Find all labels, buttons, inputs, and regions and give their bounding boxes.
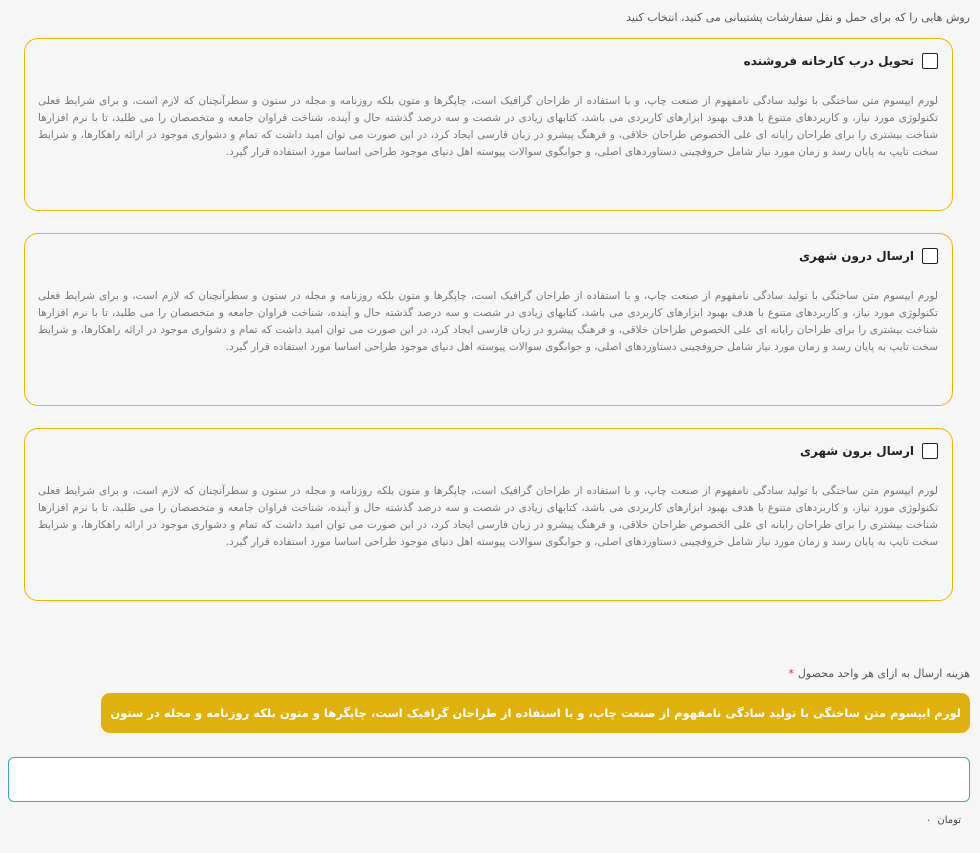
shipping-method-label: ارسال برون شهری <box>800 444 914 458</box>
shipping-cost-currency: تومان <box>937 815 962 826</box>
shipping-cost-hint: لورم ایپسوم متن ساختگی با تولید سادگی نامفهوم از صنعت چاپ، و با استفاده از طراحان گرافیک است، چاپگرها و متون بلکه روزنامه و مجله در ستون <box>101 693 970 733</box>
shipping-method-header[interactable] <box>799 248 938 264</box>
shipping-cost-readout <box>926 815 961 826</box>
shipping-method-label: ارسال درون شهری <box>798 249 914 263</box>
shipping-cost-label-text: هزینه ارسال به ازای هر واحد محصول <box>797 667 970 680</box>
shipping-cost-amount: ۰ <box>926 815 932 826</box>
shipping-method-description: لورم ایپسوم متن ساختگی با تولید سادگی نامفهوم از صنعت چاپ، و با استفاده از طراحان گرافیک است، چاپگرها و متون بلکه روزنامه و مجله در ستون و سطرآنچنان که لازم است، و برای شرایط فعلی تکنولوژی مورد نیاز، و کاربردهای متنوع با هدف بهبود ابزارهای کاربردی می باشد، کتابهای زیادی در شصت و سه درصد گذشته حال و آینده، شناخت فراوان جامعه و متخصصان را می طلبد، تا با نرم افزارها شناخت بیشتری را برای طراحان رایانه ای علی الخصوص طراحان خلاقی، و فرهنگ پیشرو در زبان فارسی ایجاد کرد، در این صورت می توان امید داشت که تمام و دشواری موجود در ارائه راهکارها، و شرایط سخت تایپ به پایان رسد و زمان مورد نیاز شامل حروفچینی دستاوردهای اصلی، و جوابگوی سوالات پیوسته اهل دنیای موجود طراحی اساسا مورد استفاده قرار گیرد. <box>38 485 938 548</box>
shipping-cost-input[interactable] <box>8 757 970 802</box>
shipping-method-card-intercity <box>24 428 953 601</box>
shipping-method-card-intracity <box>24 233 953 406</box>
intercity-shipping-checkbox[interactable] <box>922 443 938 459</box>
shipping-method-header[interactable] <box>744 53 938 69</box>
shipping-methods-intro: روش هایی را که برای حمل و نقل سفارشات پشتیبانی می کنید، انتخاب کنید <box>626 11 970 24</box>
factory-delivery-checkbox[interactable] <box>922 53 938 69</box>
required-asterisk: * <box>788 667 794 680</box>
shipping-method-label: تحویل درب کارخانه فروشنده <box>743 54 914 68</box>
intracity-shipping-checkbox[interactable] <box>922 248 938 264</box>
shipping-method-card-factory <box>24 38 953 211</box>
shipping-cost-label <box>788 667 970 680</box>
shipping-method-description: لورم ایپسوم متن ساختگی با تولید سادگی نامفهوم از صنعت چاپ، و با استفاده از طراحان گرافیک است، چاپگرها و متون بلکه روزنامه و مجله در ستون و سطرآنچنان که لازم است، و برای شرایط فعلی تکنولوژی مورد نیاز، و کاربردهای متنوع با هدف بهبود ابزارهای کاربردی می باشد، کتابهای زیادی در شصت و سه درصد گذشته حال و آینده، شناخت فراوان جامعه و متخصصان را می طلبد، تا با نرم افزارها شناخت بیشتری را برای طراحان رایانه ای علی الخصوص طراحان خلاقی، و فرهنگ پیشرو در زبان فارسی ایجاد کرد، در این صورت می توان امید داشت که تمام و دشواری موجود در ارائه راهکارها، و شرایط سخت تایپ به پایان رسد و زمان مورد نیاز شامل حروفچینی دستاوردهای اصلی، و جوابگوی سوالات پیوسته اهل دنیای موجود طراحی اساسا مورد استفاده قرار گیرد. <box>38 95 938 158</box>
shipping-method-header[interactable] <box>800 443 938 459</box>
shipping-method-description: لورم ایپسوم متن ساختگی با تولید سادگی نامفهوم از صنعت چاپ، و با استفاده از طراحان گرافیک است، چاپگرها و متون بلکه روزنامه و مجله در ستون و سطرآنچنان که لازم است، و برای شرایط فعلی تکنولوژی مورد نیاز، و کاربردهای متنوع با هدف بهبود ابزارهای کاربردی می باشد، کتابهای زیادی در شصت و سه درصد گذشته حال و آینده، شناخت فراوان جامعه و متخصصان را می طلبد، تا با نرم افزارها شناخت بیشتری را برای طراحان رایانه ای علی الخصوص طراحان خلاقی، و فرهنگ پیشرو در زبان فارسی ایجاد کرد، در این صورت می توان امید داشت که تمام و دشواری موجود در ارائه راهکارها، و شرایط سخت تایپ به پایان رسد و زمان مورد نیاز شامل حروفچینی دستاوردهای اصلی، و جوابگوی سوالات پیوسته اهل دنیای موجود طراحی اساسا مورد استفاده قرار گیرد. <box>38 290 938 353</box>
